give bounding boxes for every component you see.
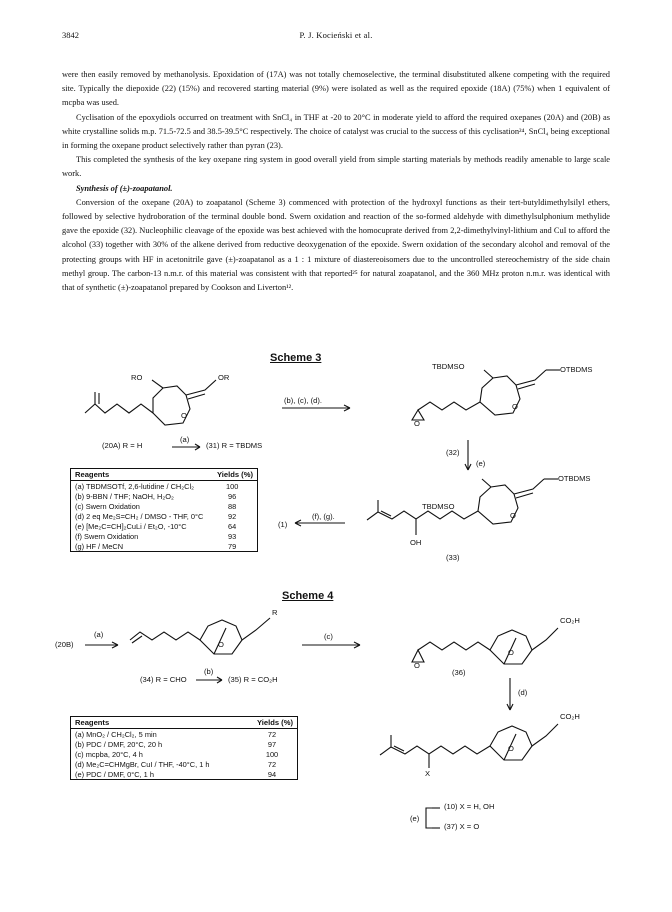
reagent-row: (e) PDC / DMF, 0°C, 1 h 94 (75, 769, 277, 779)
tbdmso-label: TBDMSO (422, 502, 455, 511)
arrow-label: (c) (324, 632, 333, 641)
otbdms-label: OTBDMS (558, 474, 591, 483)
side-chain (130, 632, 200, 640)
scheme-4-title: Scheme 4 (282, 590, 334, 602)
reagent-row: (b) 9-BBN / THF; NaOH, H₂O₂ 96 (75, 491, 237, 501)
scheme-4-reagents-table (70, 716, 298, 780)
compound-20a-label: (20A) R = H (102, 441, 143, 450)
ro-label: RO (131, 373, 143, 382)
paragraph: Conversion of the oxepane (20A) to zoapatanol (Scheme 3) commenced with protection of the hydroxyl functions as their tert-butyldimethylsilyl ethers, followed by selective hydroboration of the terminal double bond. Swern oxidation and reaction of the so-formed aldehyde with dimethylsulphonium methylide gave the epoxide (32). Nucleophilic cleavage of the epoxide was best achieved with the homocuprate derived from 2,2-dimethylvinyl-lithium and CuI to afford the alcohol (33) together with 30% of the alkene derived from reductive deoxygenation of the epoxide. Swern oxidation of the secondary alcohol and removal of the protecting groups with HF in acetonitrile gave (±)-zoapatanol as a 1 : 1 mixture of diastereoisomers due to the uncontrolled stereochemistry of the side chain methyl group. The carbon-13 n.m.r. of this material was consistent with that reported²⁵ for natural zoapatanol, and the 360 MHz proton n.m.r. was identical with that of synthetic (±)-zoapatanol prepared by Cookson and Liverton¹². (62, 197, 610, 293)
compound-10-label: (10) X = H, OH (444, 802, 495, 811)
epoxide-oxygen-label: O (414, 419, 420, 428)
arrow-label: (a) (94, 630, 104, 639)
arrow-label: (b), (c), (d). (284, 396, 322, 405)
otbdms-label: OTBDMS (560, 365, 593, 374)
paragraph: This completed the synthesis of the key oxepane ring system in good overall yield from simple starting materials by methods readily amenable to large scale work. (62, 155, 610, 179)
reagent-row: (d) Me₂C=CHMgBr, CuI / THF, -40°C, 1 h 72 (75, 759, 277, 769)
reagent-row: (b) PDC / DMF, 20°C, 20 h 97 (75, 739, 277, 749)
arrow-label: (d) (518, 688, 528, 697)
compound-33-label: (33) (446, 553, 460, 562)
epoxide-oxygen-label: O (414, 661, 420, 670)
yields-header: Yields (%) (256, 718, 293, 727)
paragraph: Cyclisation of the epoxydiols occurred on treatment with SnCl₄ in THF at -20 to 20°C in moderate yield to afford the required oxepanes (20A) and (20B) as white crystalline solids m.p. 71.5-72.5 and 38.5-39.5°C respectively. The choice of catalyst was crucial to the success of this cyclisation²⁴, SnCl₄ being exceptional in forming the oxepane product selectively rather than pyran (23). (62, 112, 610, 151)
tbdmso-label: TBDMSO (432, 362, 465, 371)
hydroxyl-label: OH (410, 538, 422, 547)
running-title: P. J. Kocieński et al. (299, 30, 373, 40)
r-label: R (272, 608, 278, 617)
arrow-label: (a) (180, 435, 190, 444)
compound-35-label: (35) R = CO₂H (228, 675, 278, 684)
compound-20b-label: (20B) (55, 640, 74, 649)
section-heading: Synthesis of (±)-zoapatanol. (76, 183, 173, 193)
reagents-header: Reagents (75, 718, 110, 727)
reagents-header: Reagents (75, 470, 110, 479)
reagent-row: (a) MnO₂ / CH₂Cl₂, 5 min 72 (75, 729, 277, 739)
ring-oxygen-label: O (181, 411, 187, 420)
bicyclic-ring (490, 630, 532, 664)
page-number: 3842 (62, 30, 79, 40)
ring-oxygen-label: O (512, 402, 518, 411)
reagent-row: (f) Swern Oxidation 93 (75, 531, 237, 541)
reagent-row: (e) [Me₂C=CH]₂CuLi / Et₂O, -10°C 64 (75, 521, 237, 531)
reagent-row: (c) mcpba, 20°C, 4 h 100 (75, 749, 279, 759)
arrow-label: (e) (410, 814, 420, 823)
bridge-oxygen-label: O (218, 640, 224, 649)
co2h-label: CO₂H (560, 616, 580, 625)
or-label: OR (218, 373, 230, 382)
compound-31-label: (31) R = TBDMS (206, 441, 263, 450)
reagent-row: (d) 2 eq Me₂S=CH₂ / DMSO - THF, 0°C 92 (75, 511, 237, 521)
compound-32-label: (32) (446, 448, 460, 457)
scheme-3-title: Scheme 3 (270, 352, 322, 364)
x-label: X (425, 769, 431, 778)
bicyclic-ring (490, 726, 532, 760)
reagent-row: (a) TBDMSOTf, 2,6-lutidine / CH₂Cl₂ 100 (75, 481, 239, 491)
compound-37-label: (37) X = O (444, 822, 480, 831)
arrow-label: (b) (204, 667, 214, 676)
compound-34-label: (34) R = CHO (140, 675, 187, 684)
bracket (426, 808, 432, 828)
co2h-label: CO₂H (560, 712, 580, 721)
compound-36-label: (36) (452, 668, 466, 677)
paragraph: were then easily removed by methanolysis. Epoxidation of (17A) was not totally chemoselective, the terminal disubstituted alkene competing with the required site. Typically the diepoxide (22) (15%) and recovered starting material (9%) were isolated as well as the required epoxide (18A) (75%) when 1 equivalent of mcpba was used. (62, 70, 610, 108)
compound-1-label: (1) (278, 520, 288, 529)
side-chain (380, 735, 490, 755)
ring-oxygen-label: O (510, 511, 516, 520)
bridge-oxygen-label: O (508, 744, 514, 753)
bridge-oxygen-label: O (508, 648, 514, 657)
side-chain (418, 642, 490, 650)
reagent-row: (c) Swern Oxidation 88 (75, 501, 237, 511)
reagent-row: (g) HF / MeCN 79 (75, 541, 237, 551)
arrow-label: (f), (g). (312, 512, 335, 521)
arrow-label: (e) (476, 459, 486, 468)
yields-header: Yields (%) (216, 470, 253, 479)
